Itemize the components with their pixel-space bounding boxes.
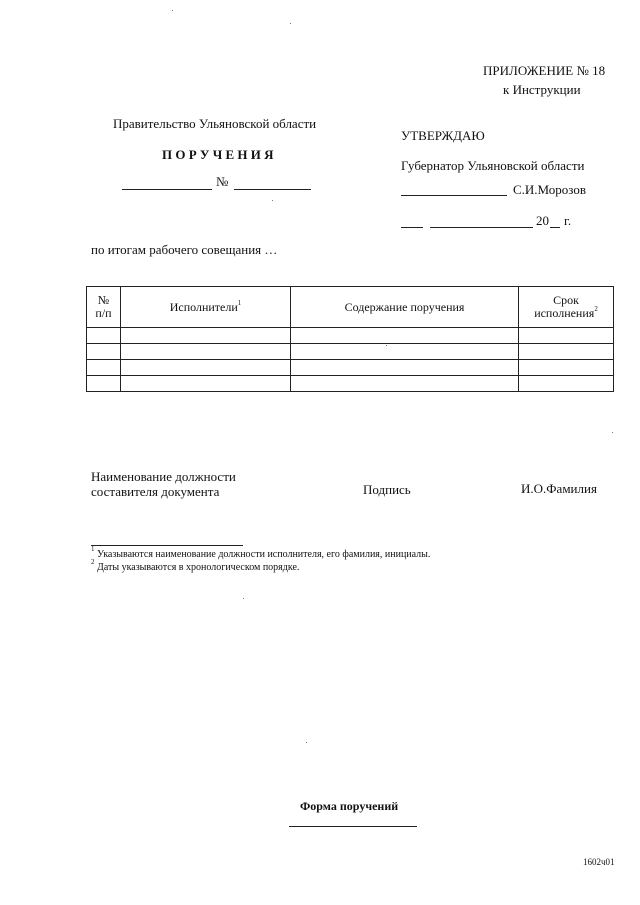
column-header-line2: п/п	[95, 306, 112, 320]
scan-speck	[290, 23, 291, 24]
compiler-position-line1: Наименование должности	[91, 469, 236, 484]
footnote-1	[91, 545, 431, 560]
approval-year-line	[550, 227, 560, 228]
scan-speck	[306, 742, 307, 743]
footnote-mark: 1	[91, 545, 95, 553]
table-row	[87, 360, 614, 376]
column-header-label: Содержание поручения	[344, 299, 465, 314]
scan-speck	[243, 598, 244, 599]
table-cell[interactable]	[121, 328, 291, 344]
document-type-title: П О Р У Ч Е Н И Я	[162, 147, 274, 162]
scan-speck	[172, 10, 173, 11]
table-cell[interactable]	[121, 376, 291, 392]
column-header-line1: Срок	[553, 293, 579, 307]
table-cell[interactable]	[291, 328, 519, 344]
footnote-2	[91, 558, 300, 573]
scan-speck	[272, 200, 273, 201]
footnote-text: Указываются наименование должности исполнителя, его фамилия, инициалы.	[97, 549, 431, 560]
table-cell[interactable]	[87, 328, 121, 344]
compiler-position-line2: составителя документа	[91, 484, 220, 499]
form-title-underline	[289, 826, 417, 827]
approval-month-line	[430, 227, 533, 228]
table-cell[interactable]	[87, 344, 121, 360]
table-cell[interactable]	[87, 360, 121, 376]
number-sign: №	[216, 174, 229, 189]
signature-placeholder: Подпись	[363, 482, 411, 497]
table-cell[interactable]	[519, 376, 614, 392]
compiler-name-placeholder: И.О.Фамилия	[521, 481, 597, 496]
approver-position: Губернатор Ульяновской области	[401, 158, 585, 173]
approval-year-prefix: 20	[536, 213, 549, 228]
appendix-label: ПРИЛОЖЕНИЕ № 18	[483, 63, 606, 78]
footnote-ref: 1	[237, 298, 242, 307]
footnote-text: Даты указываются в хронологическом порядке.	[97, 562, 300, 573]
column-header-content	[291, 287, 519, 328]
approval-day-line	[401, 227, 423, 228]
approver-name: С.И.Морозов	[513, 182, 586, 197]
table-header-row	[87, 287, 614, 328]
column-header-line1: №	[97, 293, 110, 307]
scan-speck	[612, 432, 613, 433]
table-cell[interactable]	[121, 360, 291, 376]
number-value-line	[234, 189, 311, 190]
column-header-number	[87, 287, 121, 328]
organization-name: Правительство Ульяновской области	[113, 116, 317, 131]
column-header-label: Исполнители	[169, 299, 238, 314]
scan-speck	[386, 345, 387, 346]
appendix-reference: к Инструкции	[503, 82, 581, 97]
table-cell[interactable]	[519, 344, 614, 360]
column-header-executors	[121, 287, 291, 328]
orders-table	[86, 286, 614, 392]
footnote-ref: 2	[594, 305, 598, 313]
approval-year-suffix: г.	[564, 213, 572, 228]
footnote-separator	[91, 545, 243, 546]
table-row	[87, 328, 614, 344]
table-cell[interactable]	[121, 344, 291, 360]
column-header-line2: исполнения	[534, 306, 595, 320]
table-cell[interactable]	[291, 344, 519, 360]
table-cell[interactable]	[519, 360, 614, 376]
number-date-line	[122, 189, 212, 190]
column-header-deadline	[519, 287, 614, 328]
table-cell[interactable]	[291, 376, 519, 392]
approver-signature-line	[401, 195, 507, 196]
form-title: Форма поручений	[300, 799, 399, 813]
approval-stamp: УТВЕРЖДАЮ	[401, 128, 485, 143]
order-subject: по итогам рабочего совещания …	[91, 242, 278, 257]
table-cell[interactable]	[291, 360, 519, 376]
table-cell[interactable]	[519, 328, 614, 344]
table-row	[87, 376, 614, 392]
footnote-mark: 2	[91, 558, 95, 566]
document-code: 1602ч01	[583, 857, 615, 867]
table-row	[87, 344, 614, 360]
table-cell[interactable]	[87, 376, 121, 392]
